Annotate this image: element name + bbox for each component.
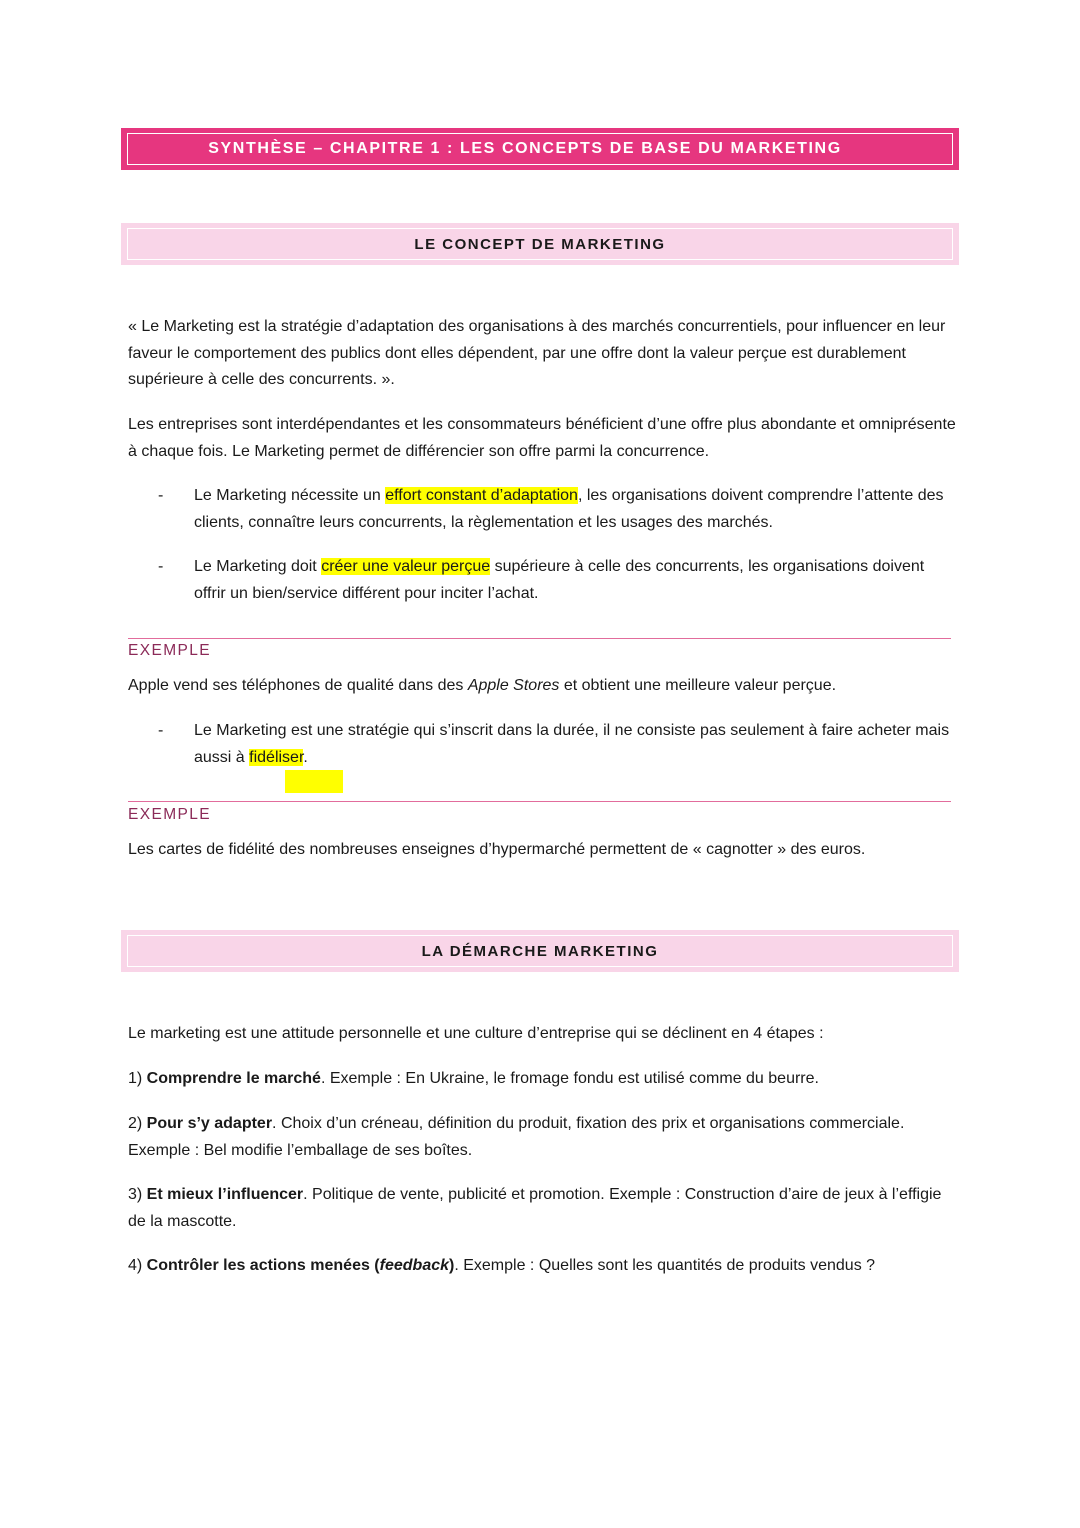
step-number: 3) [128,1186,147,1203]
step-title: Contrôler les actions menées ( [146,1257,380,1274]
example-separator [128,638,951,639]
highlighted-phrase: effort constant d’adaptation [385,487,578,504]
bullet-text-after: . [303,748,308,766]
example-separator [128,801,951,802]
example-text-apple [128,673,958,700]
bullet-text [194,483,956,536]
bullet-text [194,554,956,607]
step-item-4 [128,1253,958,1280]
highlighted-phrase: fidéliser [249,748,304,766]
bullet-dash: - [158,722,164,739]
bullet-item-value [128,554,958,608]
step-description: . Politique de vente, publicité et promotion. Exemple : Construction d’aire de jeux à l’effigie de la mascotte. [128,1186,942,1230]
document-title-banner [121,128,959,170]
section-heading-concept: LE CONCEPT DE MARKETING [414,235,666,253]
bullet-text-after: supérieure à celle des concurrents, les organisations doivent offrir un bien/service différent pour inciter l’achat. [194,558,925,602]
section-heading-demarche: LA DÉMARCHE MARKETING [421,942,659,960]
step-title: Et mieux l’influencer [146,1186,304,1203]
bullet-text-before: Le Marketing doit [194,558,322,575]
step-title-close: ) [449,1257,455,1274]
step-item-2 [128,1111,958,1164]
bullet-text-after: , les organisations doivent comprendre l’attente des clients, connaître leurs concurrents, la règlementation et les usages des marchés. [194,487,944,531]
step-title-italic: feedback [379,1257,450,1274]
step-title: Pour s’y adapter [146,1115,273,1132]
section-heading-inner [127,935,953,967]
step-number: 1) [128,1070,147,1087]
title-banner-inner [127,133,953,165]
bullet-dash: - [158,558,164,575]
highlight-mark [285,770,343,793]
definition-quote: « Le Marketing est la stratégie d’adaptation des organisations à des marchés concurrentiels, pour influencer en leur faveur le comportement des publics dont elles dépendent, par une offre dont la valeur perçue est durablement supérieure à celle des concurrents. ». [128,318,946,388]
paragraph-interdependence: Les entreprises sont interdépendantes et les consommateurs bénéficient d’une offre plus abondante et omniprésente à chaque fois. Le Marketing permet de différencier son offre parmi la concurrence. [128,416,956,460]
step-description: . Exemple : En Ukraine, le fromage fondu est utilisé comme du beurre. [320,1070,819,1087]
bullet-text [194,718,956,771]
bullet-item-loyalty [128,718,958,772]
step-description: . Exemple : Quelles sont les quantités de produits vendus ? [454,1257,876,1274]
example-text-italic: Apple Stores [467,677,560,694]
step-item-3 [128,1182,958,1235]
section-heading-box-demarche [121,930,959,972]
bullet-text-before: Le Marketing nécessite un [194,487,386,504]
step-number: 2) [128,1115,147,1132]
section-heading-inner [127,228,953,260]
demarche-intro: Le marketing est une attitude personnelle et une culture d’entreprise qui se déclinent en 4 étapes : [128,1025,824,1042]
example-label: EXEMPLE [128,806,212,823]
bullet-text-before: Le Marketing est une stratégie qui s’inscrit dans la durée, il ne consiste pas seulement à faire acheter mais aussi à [194,722,950,766]
example-label: EXEMPLE [128,642,212,659]
step-description: . Choix d’un créneau, définition du produit, fixation des prix et organisations commerciale. Exemple : Bel modifie l’emballage de ses boîtes. [128,1115,905,1159]
bullet-dash: - [158,487,164,504]
example-text-before: Apple vend ses téléphones de qualité dans des [128,677,468,694]
highlighted-phrase: créer une valeur perçue [321,558,491,575]
step-title: Comprendre le marché [146,1070,321,1087]
step-item-1 [128,1066,958,1093]
example-text-after: et obtient une meilleure valeur perçue. [559,677,837,694]
example-text-loyalty-cards: Les cartes de fidélité des nombreuses enseignes d’hypermarché permettent de « cagnotter » des euros. [128,841,866,858]
section-heading-box-concept [121,223,959,265]
document-title: SYNTHÈSE – CHAPITRE 1 : LES CONCEPTS DE BASE DU MARKETING [208,140,842,157]
step-number: 4) [128,1257,147,1274]
bullet-item-adaptation [128,483,958,537]
